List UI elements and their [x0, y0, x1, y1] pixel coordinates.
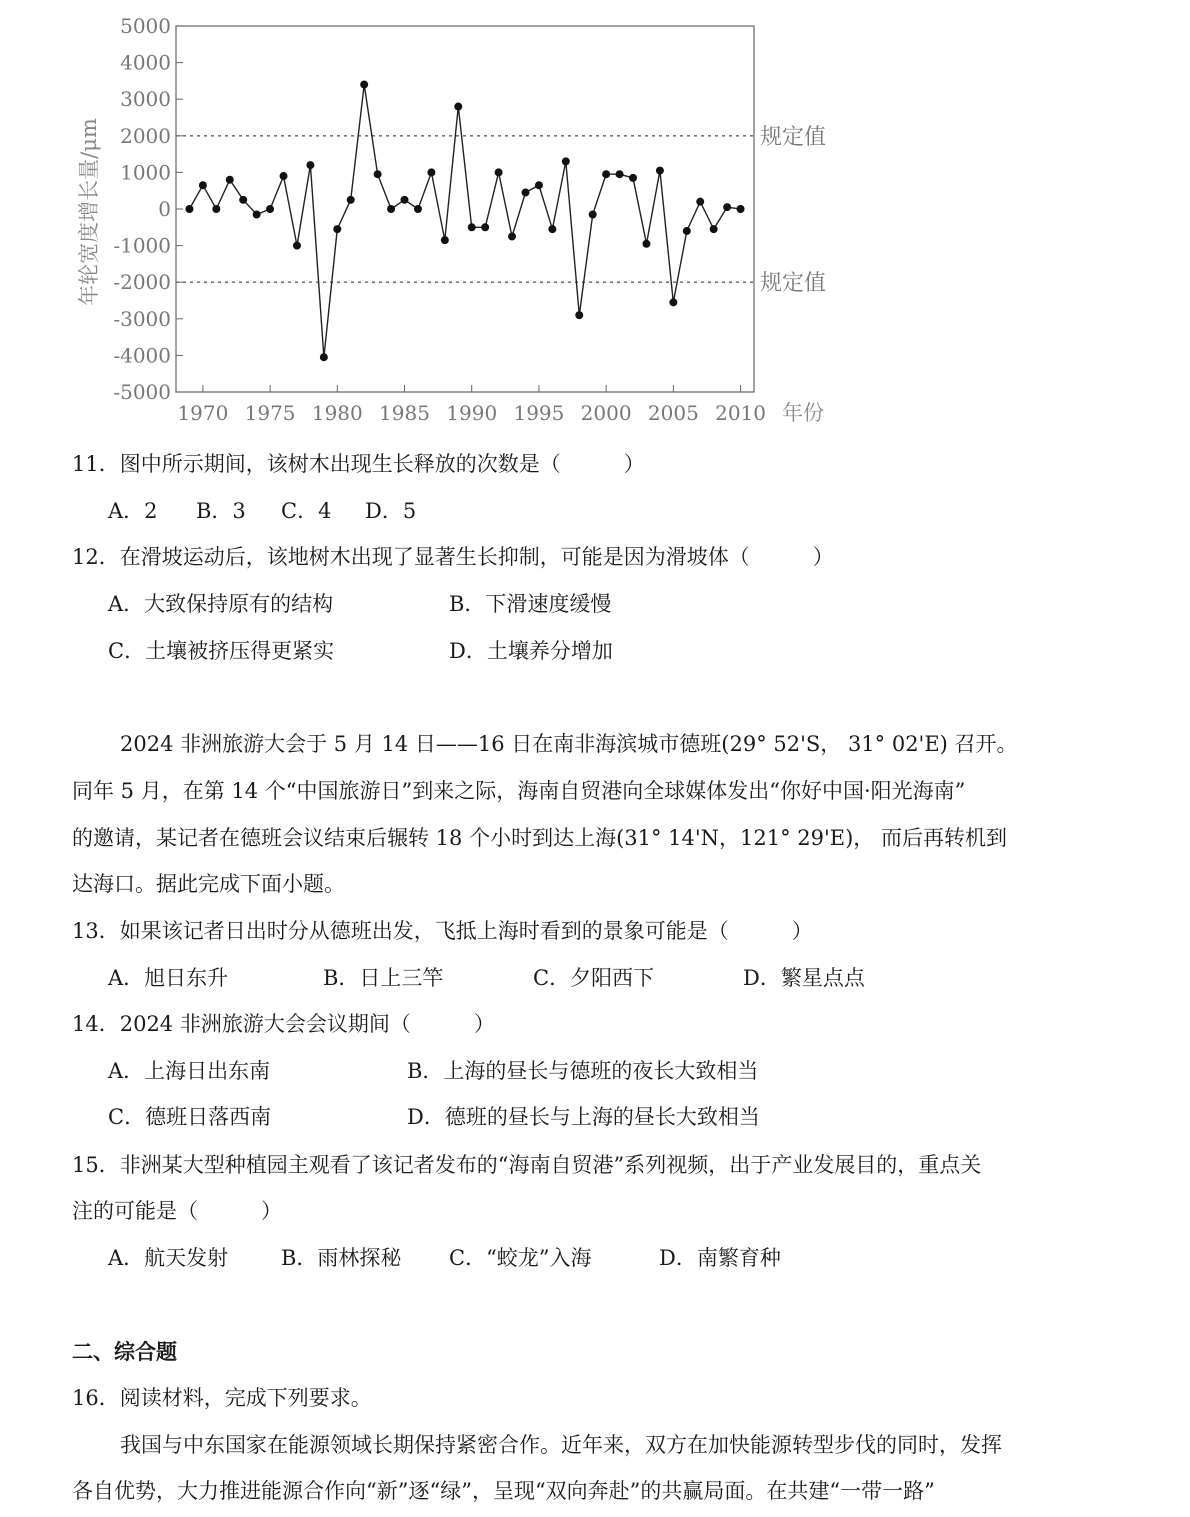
- q15-stem-line-1: 15．非洲某大型种植园主观看了该记者发布的“海南自贸港”系列视频，出于产业发展目的，重点关: [72, 1153, 982, 1177]
- y-tick-label: -5000: [113, 380, 171, 404]
- q12-option-b: B．下滑速度缓慢: [449, 592, 612, 616]
- data-point: [575, 311, 583, 319]
- data-point: [521, 189, 529, 197]
- data-point: [616, 170, 624, 178]
- data-point: [495, 168, 503, 176]
- y-tick-label: 3000: [120, 87, 171, 112]
- passage-line-3: 的邀请，某记者在德班会议结束后辗转 18 个小时到达上海(31° 14'N，121° 29'E)， 而后再转机到: [72, 826, 1007, 850]
- series-line: [189, 85, 740, 358]
- data-point: [360, 81, 368, 89]
- q15-option-b: B．雨林探秘: [281, 1246, 402, 1270]
- passage-line-2: 同年 5 月，在第 14 个“中国旅游日”到来之际，海南自贸港向全球媒体发出“你好中国·阳光海南”: [72, 779, 966, 803]
- q16-material-line-1: 我国与中东国家在能源领域长期保持紧密合作。近年来，双方在加快能源转型步伐的同时，发挥: [120, 1433, 1002, 1457]
- data-point: [589, 210, 597, 218]
- section-title: 二、综合题: [72, 1340, 177, 1364]
- x-tick-label: 1985: [379, 401, 430, 425]
- passage-line-1: 2024 非洲旅游大会于 5 月 14 日——16 日在南非海滨城市德班(29° 52'S， 31° 02'E) 召开。: [120, 732, 1018, 756]
- q13-stem: 13．如果该记者日出时分从德班出发，飞抵上海时看到的景象可能是（ ）: [72, 919, 813, 943]
- data-point: [185, 205, 193, 213]
- data-point: [535, 181, 543, 189]
- data-point: [454, 103, 462, 111]
- y-tick-label: -2000: [113, 270, 171, 295]
- q16-material-line-2: 各自优势，大力推进能源合作向“新”逐“绿”，呈现“双向奔赴”的共赢局面。在共建“一带一路”: [72, 1479, 935, 1503]
- q15-stem-line-2: 注的可能是（ ）: [72, 1199, 282, 1223]
- y-axis-label: 年轮宽度增长量/μm: [77, 118, 101, 306]
- q15-option-d: D．南繁育种: [659, 1246, 781, 1270]
- x-tick-label: 1975: [244, 401, 296, 425]
- q11-option-c: C．4: [281, 499, 332, 523]
- data-point: [642, 240, 650, 248]
- data-point: [347, 196, 355, 204]
- q16-stem: 16．阅读材料，完成下列要求。: [72, 1386, 372, 1410]
- data-point: [508, 232, 516, 240]
- y-tick-label: -3000: [113, 306, 171, 331]
- reference-line-label: 规定值: [760, 124, 827, 150]
- data-points: [185, 81, 744, 362]
- y-tick-label: -4000: [113, 343, 171, 368]
- q14-option-c: C．德班日落西南: [108, 1105, 272, 1129]
- passage-line-4: 达海口。据此完成下面小题。: [72, 872, 345, 896]
- q12-stem: 12．在滑坡运动后，该地树木出现了显著生长抑制，可能是因为滑坡体（ ）: [72, 545, 834, 569]
- data-point: [629, 174, 637, 182]
- data-point: [401, 196, 409, 204]
- y-tick-label: 5000: [120, 14, 171, 38]
- data-point: [669, 298, 677, 306]
- y-tick-label: -1000: [113, 233, 171, 258]
- data-point: [710, 225, 718, 233]
- q12-option-d: D．土壤养分增加: [449, 639, 613, 663]
- q11-stem: 11．图中所示期间，该树木出现生长释放的次数是（ ）: [72, 452, 645, 476]
- q13-option-d: D．繁星点点: [743, 966, 865, 990]
- y-tick-label: 2000: [120, 123, 171, 148]
- y-tick-label: 4000: [120, 50, 171, 75]
- data-point: [280, 172, 288, 180]
- q12-option-a: A．大致保持原有的结构: [108, 592, 334, 616]
- data-point: [387, 205, 395, 213]
- data-point: [253, 210, 261, 218]
- data-point: [199, 181, 207, 189]
- data-point: [602, 170, 610, 178]
- data-point: [266, 205, 274, 213]
- data-point: [562, 157, 570, 165]
- q14-stem: 14．2024 非洲旅游大会会议期间（ ）: [72, 1012, 495, 1036]
- x-tick-label: 2005: [647, 401, 699, 425]
- data-point: [333, 225, 341, 233]
- q13-option-a: A．旭日东升: [108, 966, 229, 990]
- data-point: [696, 198, 704, 206]
- data-point: [320, 353, 328, 361]
- tree-ring-growth-chart: [0, 0, 1190, 440]
- data-point: [293, 242, 301, 250]
- q11-option-b: B．3: [196, 499, 246, 523]
- y-tick-label: 0: [158, 197, 171, 221]
- data-point: [683, 227, 691, 235]
- data-point: [441, 236, 449, 244]
- q12-option-c: C．土壤被挤压得更紧实: [108, 639, 335, 663]
- data-point: [656, 167, 664, 175]
- x-tick-label: 1980: [311, 401, 363, 425]
- x-axis-label: 年份: [782, 401, 824, 425]
- q15-option-a: A．航天发射: [108, 1246, 229, 1270]
- data-point: [239, 196, 247, 204]
- x-tick-label: 1970: [177, 401, 229, 425]
- x-tick-label: 2010: [715, 401, 767, 425]
- q13-option-c: C．夕阳西下: [533, 966, 655, 990]
- data-point: [306, 161, 314, 169]
- data-point: [481, 223, 489, 231]
- data-point: [374, 170, 382, 178]
- chart-axes: [113, 14, 766, 425]
- x-tick-label: 2000: [580, 401, 632, 425]
- data-point: [723, 203, 731, 211]
- q14-option-a: A．上海日出东南: [108, 1059, 271, 1083]
- q11-option-a: A．2: [108, 499, 158, 523]
- data-point: [427, 168, 435, 176]
- x-tick-label: 1995: [513, 401, 565, 425]
- q13-option-b: B．日上三竿: [323, 966, 444, 990]
- x-tick-label: 1990: [446, 401, 498, 425]
- data-point: [548, 225, 556, 233]
- q15-option-c: C．“蛟龙”入海: [449, 1246, 592, 1270]
- data-point: [737, 205, 745, 213]
- data-point: [414, 205, 422, 213]
- data-point: [226, 176, 234, 184]
- reference-line-label: 规定值: [760, 271, 827, 297]
- q14-option-d: D．德班的昼长与上海的昼长大致相当: [407, 1105, 760, 1129]
- q11-option-d: D．5: [365, 499, 417, 523]
- data-point: [212, 205, 220, 213]
- data-point: [468, 223, 476, 231]
- q14-option-b: B．上海的昼长与德班的夜长大致相当: [407, 1059, 759, 1083]
- y-tick-label: 1000: [120, 160, 171, 185]
- plot-frame: [176, 26, 754, 392]
